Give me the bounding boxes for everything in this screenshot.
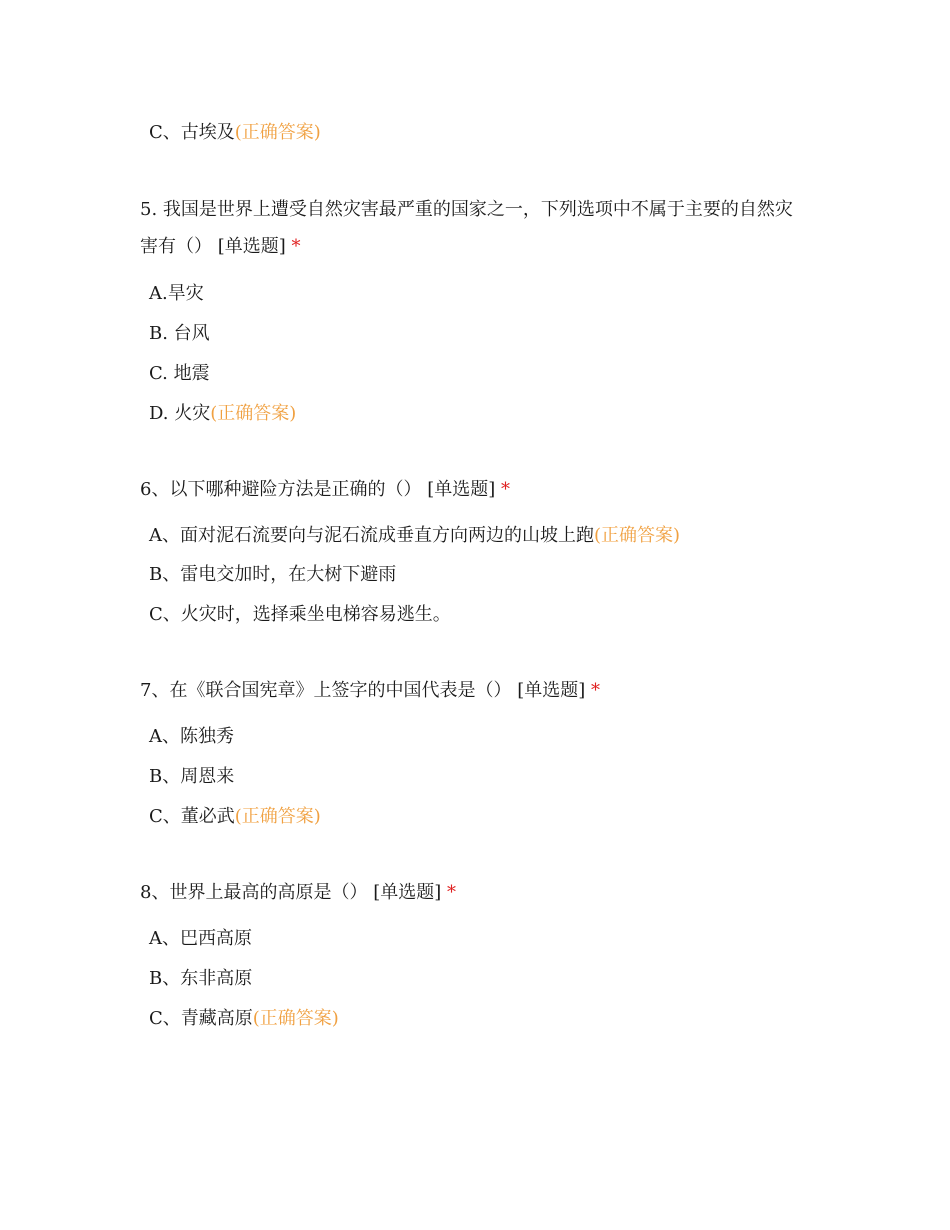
correct-answer-mark: (正确答案)	[252, 1008, 339, 1029]
correct-answer-mark: (正确答案)	[234, 806, 321, 827]
q5-option-a	[149, 282, 204, 306]
question-7-title	[140, 672, 830, 709]
question-text: 7、在《联合国宪章》上签字的中国代表是（）	[140, 680, 512, 701]
question-type: [单选题]	[517, 680, 586, 701]
q6-option-a	[149, 524, 680, 548]
correct-answer-mark: (正确答案)	[594, 525, 681, 546]
option-text: C、古埃及	[149, 122, 235, 143]
question-8	[140, 874, 830, 911]
option-text: A.旱灾	[149, 283, 204, 304]
option-text: C. 地震	[149, 363, 210, 384]
q6-option-c	[149, 603, 451, 627]
question-5	[140, 191, 830, 265]
q5-option-d	[149, 402, 296, 426]
q5-option-c	[149, 362, 210, 386]
question-5-title-line2	[140, 228, 830, 265]
required-mark: *	[590, 680, 600, 701]
q4-option-c	[149, 121, 321, 145]
q8-option-c	[149, 1007, 339, 1031]
correct-answer-mark: (正确答案)	[234, 122, 321, 143]
option-text: C、青藏高原	[149, 1008, 253, 1029]
q7-option-c	[149, 805, 321, 829]
option-text: B、雷电交加时，在大树下避雨	[149, 564, 397, 585]
option-text: A、巴西高原	[149, 928, 252, 949]
q7-option-b	[149, 765, 234, 789]
question-text: 害有（）	[140, 236, 212, 257]
option-text: B、周恩来	[149, 766, 235, 787]
option-text: A、陈独秀	[149, 726, 234, 747]
question-8-title	[140, 874, 830, 911]
question-6	[140, 471, 830, 508]
question-type: [单选题]	[217, 236, 286, 257]
q8-option-b	[149, 967, 252, 991]
question-6-title	[140, 471, 830, 508]
required-mark: *	[446, 882, 456, 903]
option-text: C、火灾时，选择乘坐电梯容易逃生。	[149, 604, 451, 625]
option-text: B. 台风	[149, 323, 210, 344]
question-text: 8、世界上最高的高原是（）	[140, 882, 368, 903]
required-mark: *	[291, 236, 301, 257]
question-type: [单选题]	[373, 882, 442, 903]
option-text: A、面对泥石流要向与泥石流成垂直方向两边的山坡上跑	[149, 525, 594, 546]
correct-answer-mark: (正确答案)	[210, 403, 297, 424]
q5-option-b	[149, 322, 210, 346]
question-5-title-line1: 5. 我国是世界上遭受自然灾害最严重的国家之一，下列选项中不属于主要的自然灾	[140, 199, 793, 220]
required-mark: *	[500, 479, 510, 500]
option-text: B、东非高原	[149, 968, 253, 989]
q8-option-a	[149, 927, 252, 951]
question-7	[140, 672, 830, 709]
question-type: [单选题]	[427, 479, 496, 500]
option-text: D. 火灾	[149, 403, 211, 424]
question-text: 6、以下哪种避险方法是正确的（）	[140, 479, 422, 500]
option-text: C、董必武	[149, 806, 235, 827]
q6-option-b	[149, 563, 396, 587]
q7-option-a	[149, 725, 234, 749]
